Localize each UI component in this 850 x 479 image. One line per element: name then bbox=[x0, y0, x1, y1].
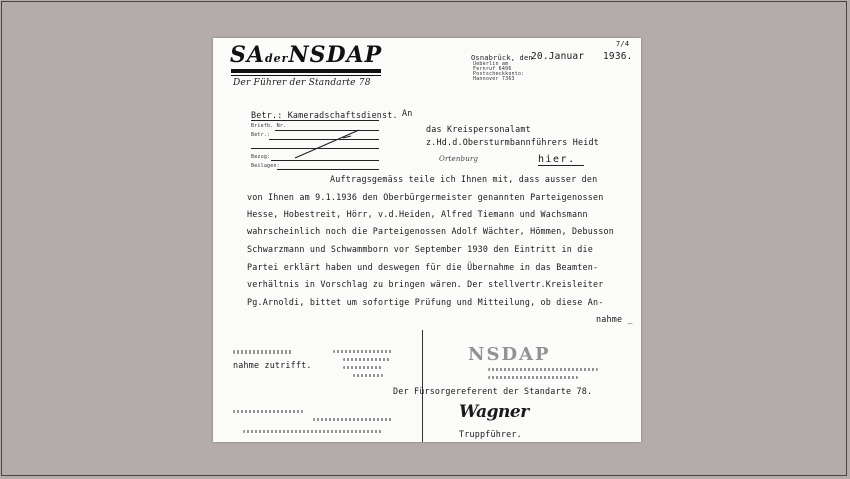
signature: Wagner bbox=[459, 402, 529, 422]
body-line-5: Schwarzmann und Schwammborn vor September 1930 den Eintritt in die bbox=[247, 244, 593, 254]
hier-label: hier. bbox=[538, 154, 576, 165]
body-line-2: von Ihnen am 9.1.1936 den Oberbürgermeister genannten Parteigenossen bbox=[247, 192, 604, 202]
handwritten-note: Ortenburg bbox=[439, 155, 479, 163]
rank-label: Truppführer. bbox=[459, 429, 522, 439]
contact-line-1: Ueberlin am bbox=[473, 61, 509, 67]
year-value: 1936. bbox=[603, 51, 633, 62]
body-line-1: Auftragsgemäss teile ich Ihnen mit, dass ausser den bbox=[330, 174, 598, 184]
contact-line-2: Fernruf 6406 bbox=[473, 66, 512, 72]
body-line-6: Partei erklärt haben und deswegen für die Übernahme in das Beamten- bbox=[247, 262, 599, 272]
logo-nsdap: NSDAP bbox=[288, 42, 383, 68]
strike-line bbox=[293, 128, 363, 160]
beilagen-label: Beilagen: bbox=[251, 163, 280, 169]
letterhead-subtitle: Der Führer der Standarte 78 bbox=[233, 78, 371, 88]
date-value: 20.Januar bbox=[531, 51, 585, 62]
body-line-4: wahrscheinlich noch die Parteigenossen Adolf Wächter, Hömmen, Debusson bbox=[247, 226, 614, 236]
page-number: 7/4 bbox=[616, 40, 630, 48]
addressee-line-1: das Kreispersonalamt bbox=[426, 124, 531, 134]
document-page bbox=[213, 38, 641, 442]
body-line-7: verhältnis in Vorschlag zu bringen wären. Der stellvertr.Kreisleiter bbox=[247, 279, 604, 289]
body-line-3: Hesse, Hobestreit, Hörr, v.d.Heiden, Alfred Tiemann und Wachsmann bbox=[247, 209, 588, 219]
an-label: An bbox=[402, 108, 413, 118]
bezug-label: Bezug: bbox=[251, 154, 271, 160]
faded-stamp: NSDAP bbox=[468, 344, 551, 365]
logo-underline-thin bbox=[231, 75, 381, 76]
logo-der: der bbox=[264, 52, 289, 65]
logo-underline bbox=[231, 69, 381, 73]
signature-block: Der Fürsorgereferent der Standarte 78. bbox=[393, 386, 593, 396]
continuation-mark: nahme _ bbox=[596, 314, 633, 324]
contact-line-3: Postscheckkonto: bbox=[473, 71, 525, 77]
letterhead-logo bbox=[230, 42, 382, 68]
logo-sa: SA bbox=[230, 42, 265, 68]
addressee-line-2: z.Hd.d.Obersturmbannführers Heidt bbox=[426, 137, 599, 147]
contact-line-4: Hannover 7363 bbox=[473, 76, 515, 82]
briefb-label: Briefb. Nr. bbox=[251, 123, 287, 129]
nahme-zutrifft: nahme zutrifft. bbox=[233, 360, 312, 370]
betr-label: Betr.: bbox=[251, 132, 271, 138]
subject-line: Betr.: Kameradschaftsdienst. bbox=[251, 110, 398, 120]
place-label: Osnabrück, den bbox=[471, 54, 533, 62]
body-line-8: Pg.Arnoldi, bittet um sofortige Prüfung und Mitteilung, ob diese An- bbox=[247, 297, 604, 307]
